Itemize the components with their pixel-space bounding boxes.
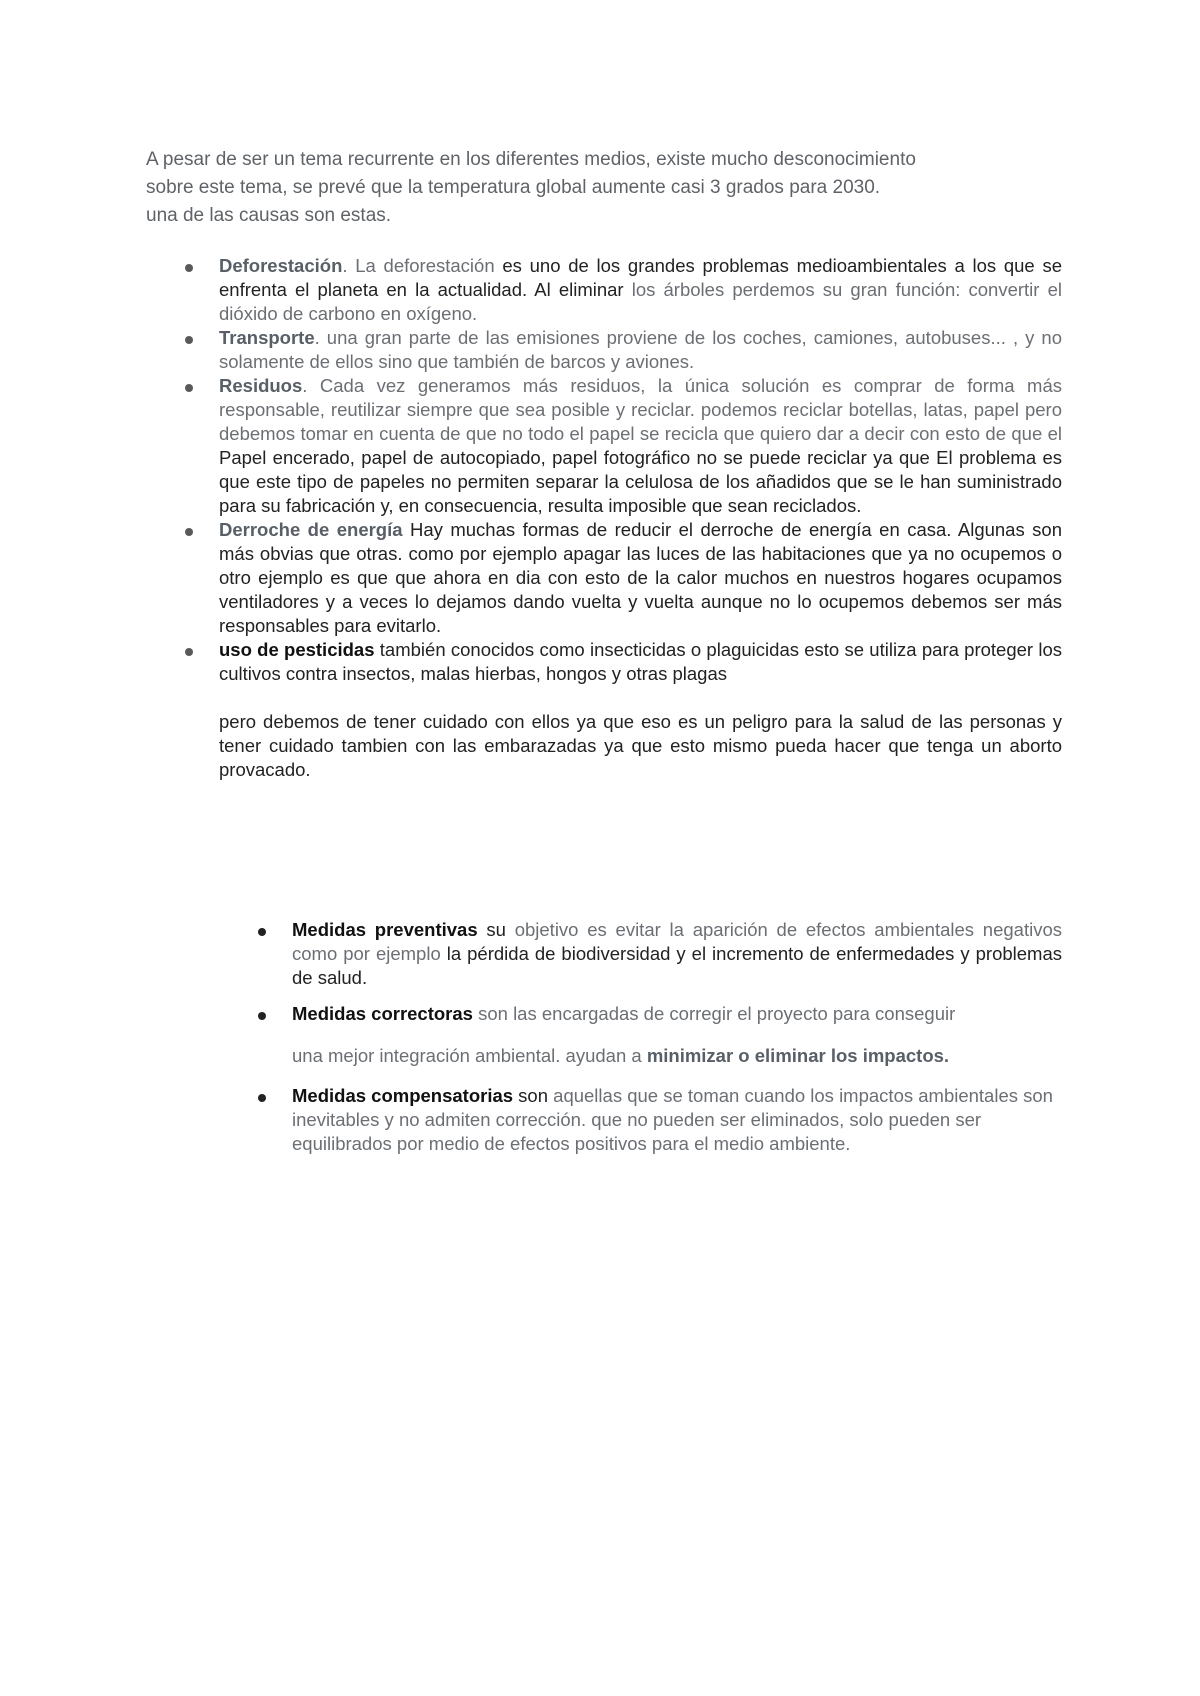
bullet-icon [185, 336, 193, 344]
text-compensatorias-1: son [513, 1085, 554, 1106]
term-preventivas: Medidas preventivas [292, 919, 478, 940]
list-item-preventivas [292, 918, 1062, 990]
correctoras-second-line [292, 1044, 1062, 1068]
list-item-compensatorias [292, 1084, 1062, 1156]
intro-line-1: A pesar de ser un tema recurrente en los diferentes medios, existe mucho desconocimiento [146, 149, 916, 170]
bullet-icon [185, 648, 193, 656]
list-item-correctoras [292, 1002, 1062, 1068]
text-residuos-2: Papel encerado, papel de autocopiado, papel fotográfico no se puede reciclar ya que El problema es que este tipo de papeles no permiten separar la celulosa de los añadidos que se le han suministrado para su fabricación y, en consecuencia, resulta imposible que sean reciclados. [219, 447, 1062, 516]
text-preventivas-3: la pérdida de biodiversidad y el incremento de enfermedades y problemas de salud. [292, 943, 1063, 988]
term-compensatorias: Medidas compensatorias [292, 1085, 514, 1106]
term-residuos: Residuos [219, 375, 303, 396]
text-correctoras-1: son las encargadas de corregir el proyecto para conseguir [472, 1003, 956, 1024]
bullet-icon [185, 384, 193, 392]
list-item-residuos [219, 374, 1062, 518]
text-residuos-1: . Cada vez generamos más residuos, la única solución es comprar de forma más responsable, reutilizar siempre que sea posible y reciclar. podemos reciclar botellas, latas, papel pero debemos tomar en cuenta de que no todo el papel se recicla que quiero dar a decir con esto de que el [219, 375, 1062, 444]
bullet-icon [258, 1012, 266, 1020]
causes-list [219, 254, 1062, 782]
list-item-pesticidas [219, 638, 1062, 782]
text-deforestacion-3: los árboles perdemos su gran función: convertir el dióxido de carbono en oxígeno. [219, 279, 1062, 324]
text-compensatorias-2: aquellas que se toman cuando los impactos ambientales son inevitables y no admiten corrección. que no pueden ser eliminados, solo pueden ser equilibrados por medio de efectos positivos para el medio ambiente. [292, 1085, 1053, 1154]
list-item-derroche [219, 518, 1062, 638]
term-correctoras: Medidas correctoras [292, 1003, 473, 1024]
term-deforestacion: Deforestación [219, 255, 343, 276]
bullet-icon [258, 1094, 266, 1102]
text-preventivas-1: su [477, 919, 515, 940]
text-correctoras-2: una mejor integración ambiental. ayudan a [292, 1045, 647, 1066]
intro-line-2: sobre este tema, se prevé que la temperatura global aumente casi 3 grados para 2030. [146, 177, 881, 198]
text-transporte: . una gran parte de las emisiones proviene de los coches, camiones, autobuses... , y no solamente de ellos sino que también de barcos y aviones. [219, 327, 1062, 372]
term-pesticidas: uso de pesticidas [219, 639, 375, 660]
text-preventivas-2: objetivo es evitar la aparición de efectos ambientales negativos como por ejemplo [292, 919, 1062, 964]
measures-list [292, 918, 1062, 1156]
text-correctoras-3: minimizar o eliminar los impactos. [646, 1045, 950, 1066]
intro-paragraph [146, 146, 1066, 230]
text-pesticidas: también conocidos como insecticidas o plaguicidas esto se utiliza para proteger los cultivos contra insectos, malas hierbas, hongos y otras plagas [219, 639, 1062, 684]
text-derroche: Hay muchas formas de reducir el derroche de energía en casa. Algunas son más obvias que otras. como por ejemplo apagar las luces de las habitaciones que ya no ocupemos o otro ejemplo es que que ahora en dia con esto de la calor muchos en nuestros hogares ocupamos ventiladores y a veces lo dejamos dando vuelta y vuelta aunque no lo ocupemos debemos ser más responsables para evitarlo. [219, 519, 1063, 636]
text-deforestacion-2: es uno de los grandes problemas medioambientales a los que se enfrenta el planeta en la actualidad. Al eliminar [219, 255, 1062, 300]
pesticidas-followup: pero debemos de tener cuidado con ellos ya que eso es un peligro para la salud de las personas y tener cuidado tambien con las embarazadas ya que esto mismo pueda hacer que tenga un aborto provacado. [219, 711, 1062, 780]
intro-line-3: una de las causas son estas. [146, 205, 392, 226]
bullet-icon [185, 528, 193, 536]
text-deforestacion-1: . La deforestación [342, 255, 503, 276]
term-derroche: Derroche de energía [219, 519, 403, 540]
term-transporte: Transporte [219, 327, 315, 348]
list-item-transporte [219, 326, 1062, 374]
list-item-deforestacion [219, 254, 1062, 326]
bullet-icon [258, 928, 266, 936]
bullet-icon [185, 264, 193, 272]
